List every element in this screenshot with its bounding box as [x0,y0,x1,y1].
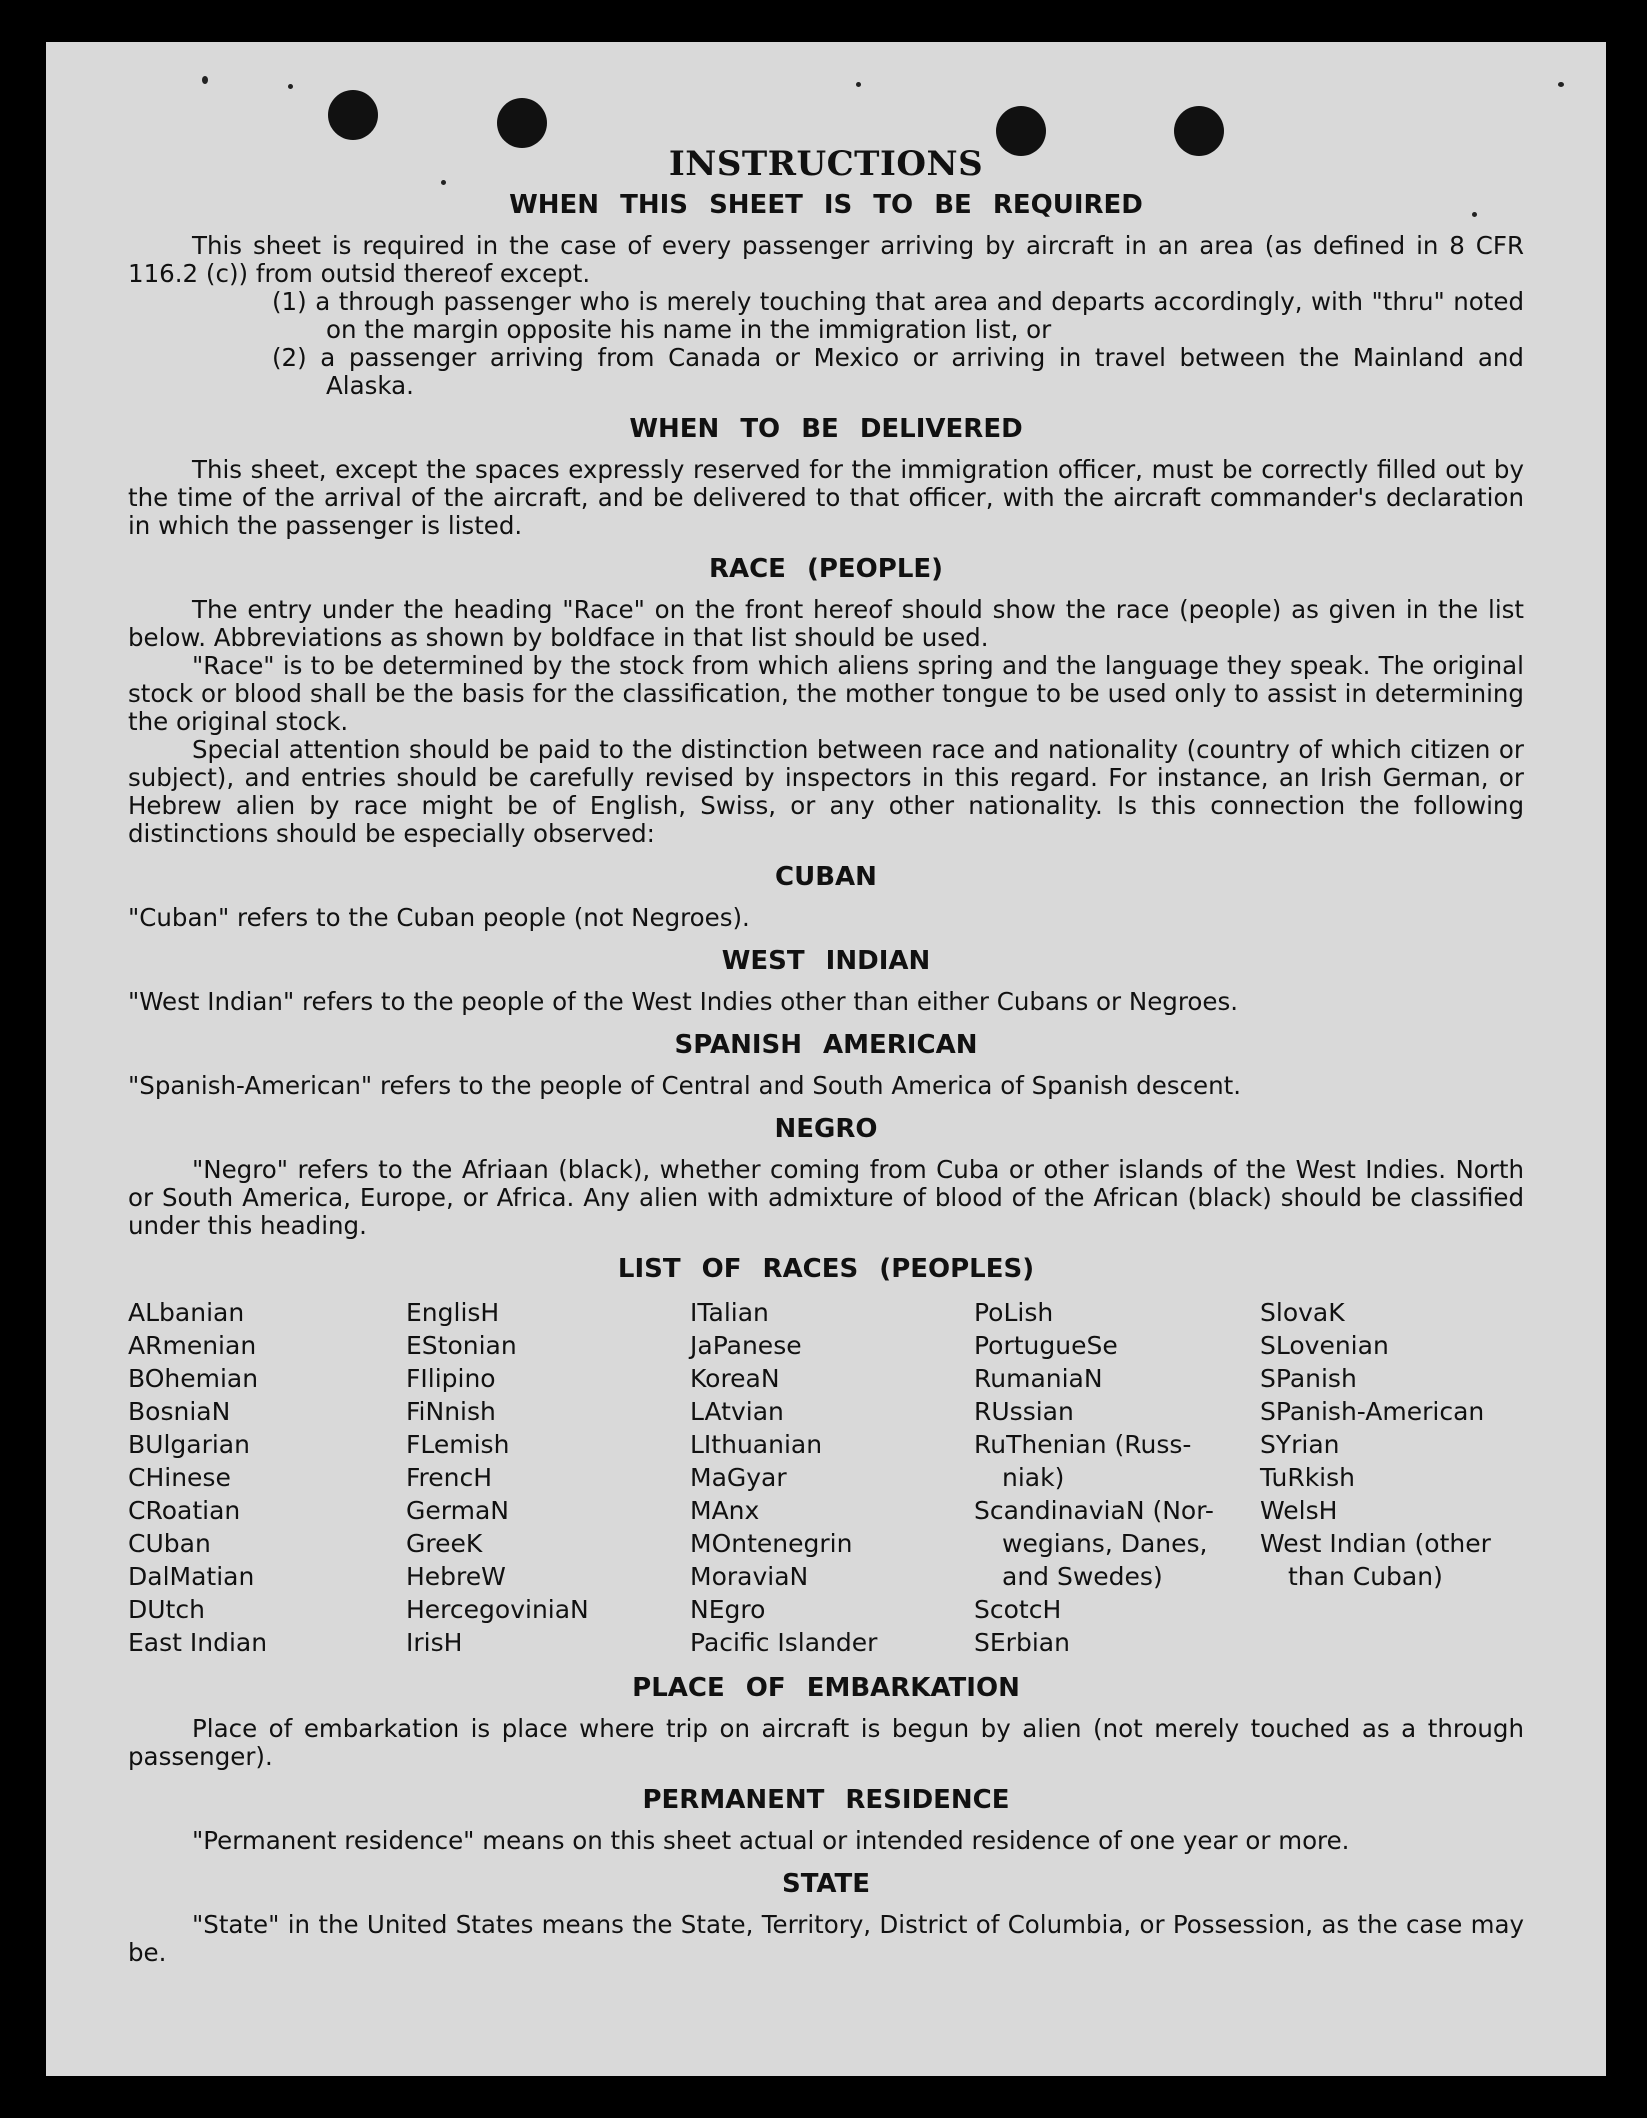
paragraph-spanish-american: "Spanish-American" refers to the people of Central and South America of Spanish descent. [128,1071,1242,1100]
race-entry: GermaN [406,1496,509,1525]
paragraph-race-3: Special attention should be paid to the distinction between race and nationality (country of which citizen or subject), and entries should be carefully revised by inspectors in this regard. For instance, an Irish German, or Hebrew alien by race might be of English, Swiss, or any other nationality. Is this connection the following distinctions should be especially observed: [128,735,1524,848]
race-entry: FiNnish [406,1397,496,1426]
race-entry: FrencH [406,1463,493,1492]
race-entry: DUtch [128,1595,205,1624]
paragraph-west-indian: "West Indian" refers to the people of the West Indies other than either Cubans or Negroes. [128,987,1239,1016]
instructions-body [128,144,1524,1967]
punch-hole [328,90,378,140]
races-column-4 [974,1296,1260,1659]
paragraph-permanent-residence: "Permanent residence" means on this sheet actual or intended residence of one year or more. [192,1826,1350,1855]
race-entry: Pacific Islander [690,1628,878,1657]
section-heading-west-indian: WEST INDIAN [721,946,931,976]
race-entry: MAnx [690,1496,760,1525]
ink-speck [1558,82,1564,87]
race-entry: RuThenian (Russ- [974,1430,1192,1459]
page-title: INSTRUCTIONS [668,144,984,184]
race-entry: LIthuanian [690,1430,823,1459]
race-entry: NEgro [690,1595,766,1624]
section-heading-state: STATE [781,1869,871,1899]
ink-speck [288,84,293,89]
race-entry: HercegoviniaN [406,1595,589,1624]
race-entry: BosniaN [128,1397,231,1426]
section-heading-list-of-races: LIST OF RACES (PEOPLES) [617,1254,1035,1284]
race-entry: FLemish [406,1430,510,1459]
paragraph-race-2: "Race" is to be determined by the stock from which aliens spring and the language they speak. The original stock or blood shall be the basis for the classification, the mother tongue to be used only to assist in determining the original stock. [128,651,1524,736]
race-entry: SPanish-American [1260,1397,1485,1426]
paragraph-race-1: The entry under the heading "Race" on the front hereof should show the race (people) as given in the list below. Abbreviations as shown by boldface in that list should be used. [128,595,1524,652]
race-entry: BUlgarian [128,1430,250,1459]
ink-speck [856,82,861,87]
race-entry: SLovenian [1260,1331,1389,1360]
race-entry: IrisH [406,1628,463,1657]
race-entry: GreeK [406,1529,483,1558]
ink-speck [202,76,208,84]
race-entry: JaPanese [690,1331,802,1360]
races-column-3 [690,1296,974,1659]
race-entry: ITalian [690,1298,769,1327]
race-entry: SlovaK [1260,1298,1345,1327]
race-entry: KoreaN [690,1364,780,1393]
race-entry: East Indian [128,1628,268,1657]
races-column-1 [128,1296,406,1659]
race-entry-continuation: niak) [1002,1463,1065,1492]
section-heading-when-required: WHEN THIS SHEET IS TO BE REQUIRED [509,190,1143,220]
section-heading-negro: NEGRO [774,1114,878,1144]
race-entry: EStonian [406,1331,517,1360]
race-entry-continuation: than Cuban) [1288,1562,1443,1591]
section-heading-cuban: CUBAN [775,862,877,892]
races-column-5 [1260,1296,1524,1659]
race-entry-continuation: and Swedes) [1002,1562,1163,1591]
race-entry: BOhemian [128,1364,259,1393]
section-heading-spanish-american: SPANISH AMERICAN [674,1030,978,1060]
race-entry: PortugueSe [974,1331,1118,1360]
exception-item-1: (1) a through passenger who is merely touching that area and departs accordingly, with "thru" noted on the margin opposite his name in the immigration list, or [272,287,1524,344]
race-entry: MaGyar [690,1463,787,1492]
race-entry: TuRkish [1260,1463,1355,1492]
race-entry: West Indian (other [1260,1529,1491,1558]
race-entry-continuation: wegians, Danes, [1002,1529,1208,1558]
race-entry: CRoatian [128,1496,241,1525]
paragraph-negro: "Negro" refers to the Afriaan (black), whether coming from Cuba or other islands of the West Indies. North or South America, Europe, or Africa. Any alien with admixture of blood of the African (black) should be classified under this heading. [128,1155,1524,1240]
paragraph-when-delivered: This sheet, except the spaces expressly reserved for the immigration officer, must be correctly filled out by the time of the arrival of the aircraft, and be delivered to that officer, with the aircraft commander's declaration in which the passenger is listed. [128,455,1524,540]
paragraph-cuban: "Cuban" refers to the Cuban people (not Negroes). [128,903,750,932]
race-entry: ALbanian [128,1298,245,1327]
race-entry: ScandinaviaN (Nor- [974,1496,1214,1525]
race-entry: HebreW [406,1562,506,1591]
section-heading-race: RACE (PEOPLE) [708,554,944,584]
race-entry: CHinese [128,1463,231,1492]
race-entry: RumaniaN [974,1364,1103,1393]
race-entry: PoLish [974,1298,1054,1327]
race-entry: RUssian [974,1397,1074,1426]
paragraph-state: "State" in the United States means the State, Territory, District of Columbia, or Possession, as the case may be. [128,1910,1524,1967]
document-sheet [46,42,1606,2076]
race-entry: DalMatian [128,1562,255,1591]
race-entry: ScotcH [974,1595,1062,1624]
race-entry: EnglisH [406,1298,500,1327]
paragraph-when-required: This sheet is required in the case of every passenger arriving by aircraft in an area (as defined in 8 CFR 116.2 (c)) from outsid thereof except. [128,231,1524,288]
section-heading-when-delivered: WHEN TO BE DELIVERED [629,414,1023,444]
race-entry: MOntenegrin [690,1529,853,1558]
race-entry: WelsH [1260,1496,1338,1525]
race-entry: SPanish [1260,1364,1357,1393]
race-entry: ARmenian [128,1331,257,1360]
race-entry: SErbian [974,1628,1070,1657]
race-entry: SYrian [1260,1430,1340,1459]
exception-item-2: (2) a passenger arriving from Canada or Mexico or arriving in travel between the Mainland and Alaska. [272,343,1524,400]
section-heading-permanent-residence: PERMANENT RESIDENCE [642,1785,1010,1815]
races-list [128,1296,1524,1659]
races-column-2 [406,1296,690,1659]
race-entry: LAtvian [690,1397,784,1426]
race-entry: FIlipino [406,1364,496,1393]
race-entry: MoraviaN [690,1562,809,1591]
punch-hole [497,98,547,148]
race-entry: CUban [128,1529,211,1558]
section-heading-embarkation: PLACE OF EMBARKATION [632,1673,1020,1703]
paragraph-embarkation: Place of embarkation is place where trip on aircraft is begun by alien (not merely touched as a through passenger). [128,1714,1524,1771]
